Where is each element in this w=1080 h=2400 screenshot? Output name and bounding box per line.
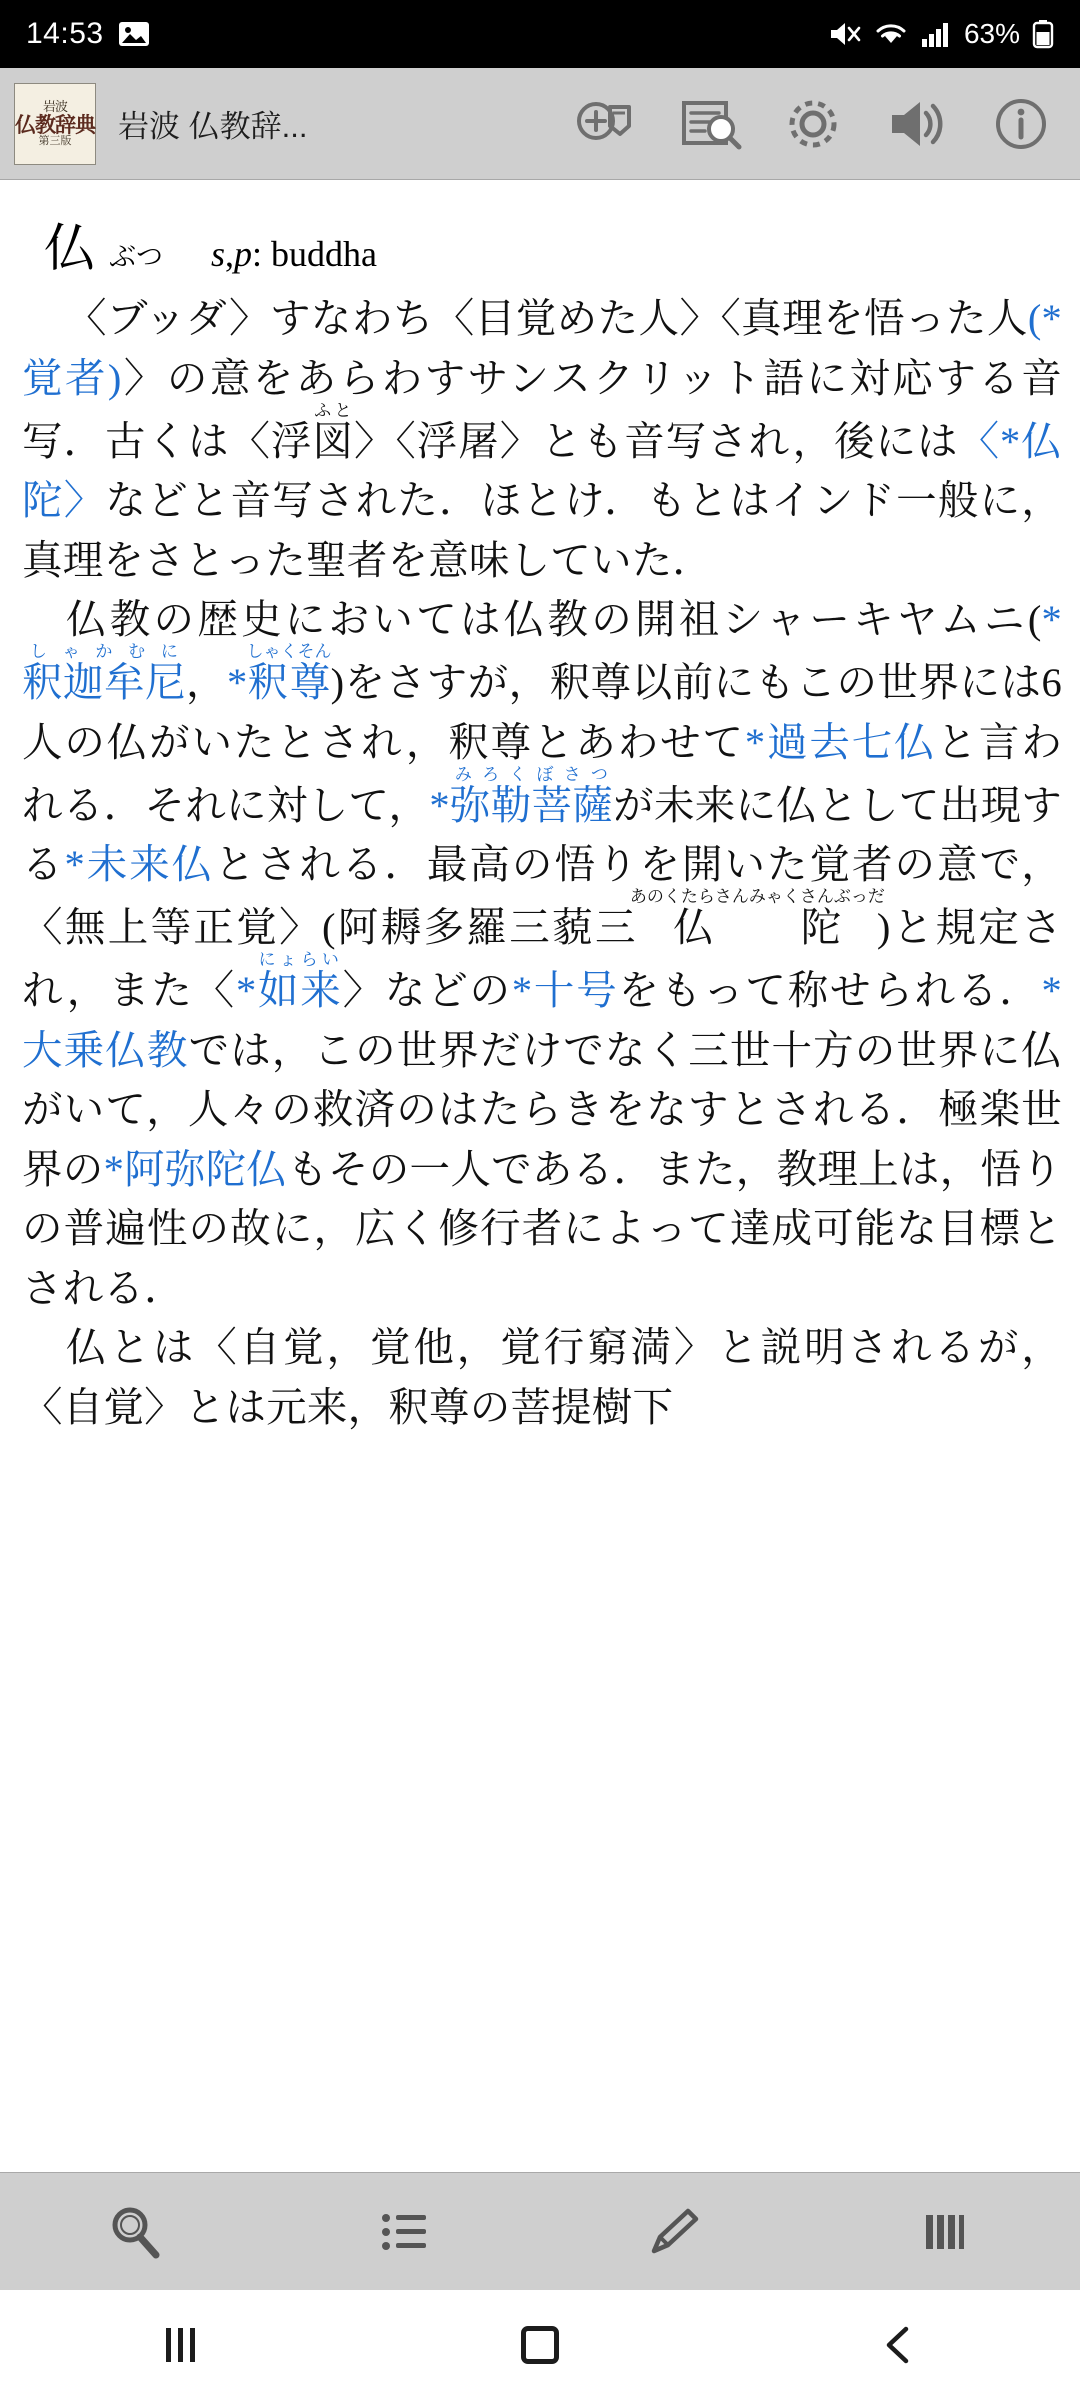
columns-icon[interactable] [885,2182,1005,2282]
link-miraibutsu[interactable]: *未来仏 [64,842,215,888]
add-bookmark-icon[interactable] [572,91,638,157]
title-bar-actions [572,91,1062,157]
battery-percent: 63% [963,18,1020,49]
link-nyorai[interactable]: *如来にょらい [235,950,343,1014]
link-kakusha[interactable]: (*覚者) [22,296,1062,401]
entry-header [22,206,1062,281]
search-icon[interactable] [75,2182,195,2282]
bookmark-pen-icon[interactable] [615,2182,735,2282]
entry-paragraph-1: 〈ブッダ〉すなわち〈目覚めた人〉〈真理を悟った人(*覚者)〉の意をあらわすサンスクリット語に対応する音写．古くは〈浮図ふと〉〈浮屠〉とも音写され，後には〈*仏陀〉などと音写された．ほとけ．もとはインド一般に，真理をさとった聖者を意味していた． [22,296,1063,583]
status-bar-right [828,18,1054,50]
dictionary-cover-thumbnail[interactable] [14,83,96,165]
cover-line-2: 仏教辞典 [15,112,95,137]
signal-icon [920,19,950,49]
entry-reading: ぶつ [109,242,164,272]
search-in-text-icon[interactable] [676,91,742,157]
cover-line-1: 岩波 [42,98,67,114]
status-bar [0,0,1080,68]
battery-icon [1032,19,1054,49]
back-icon[interactable] [825,2300,975,2390]
status-clock: 14:53 [26,17,104,50]
entry-headword: 仏 [44,221,98,278]
wifi-icon [874,19,908,49]
index-list-icon[interactable] [345,2182,465,2282]
info-icon[interactable] [988,91,1054,157]
link-butsuda[interactable]: 〈*仏陀〉 [22,418,1062,524]
dictionary-title[interactable]: 岩波 仏教辞... [118,109,308,144]
mute-icon [828,19,862,49]
link-shakuson[interactable]: *釈尊しゃくそん [226,642,332,706]
link-kakoshichibutsu[interactable]: *過去七仏 [744,719,937,765]
home-icon[interactable] [465,2300,615,2390]
content-clip [0,2160,1080,2172]
dictionary-entry-content[interactable] [0,180,1080,2172]
settings-gear-icon[interactable] [780,91,846,157]
link-mirokubosatsu[interactable]: *弥勒菩薩みろくぼさつ [429,764,614,828]
entry-script: s,p: buddha [211,234,378,274]
bottom-toolbar [0,2172,1080,2290]
app-title-bar [0,68,1080,180]
link-amidabutsu[interactable]: *阿弥陀仏 [103,1146,288,1192]
link-shakamuni[interactable]: *釈迦牟尼しゃかむに [22,597,1062,706]
entry-paragraph-3: 仏とは〈自覚，覚他，覚行窮満〉と説明されるが，〈自覚〉とは元来，釈尊の菩提樹下 [22,1325,1062,1430]
status-bar-left [26,17,150,51]
entry-body [22,289,1062,1437]
photo-icon [118,19,150,49]
android-navigation-bar [0,2290,1080,2400]
entry-paragraph-2: 仏教の歴史においては仏教の開祖シャーキヤムニ(*釈迦牟尼しゃかむに，*釈尊しゃくそん)をさすが，釈尊以前にもこの世界には6人の仏がいたとされ，釈尊とあわせて*過去七仏と言われる．それに対して，*弥勒菩薩みろくぼさつが未来に仏として出現する*未来仏とされる．最高の悟りを開いた覚者の意で，〈無上等正覚〉(阿耨多羅三藐三仏陀あのくたらさんみゃくさんぶっだ)と規定され，また〈*如来にょらい〉などの*十号をもって称せられる．*大乗仏教では，この世界だけでなく三世十方の世界に仏がいて，人々の救済のはたらきをなすとされる．極楽世界の*阿弥陀仏もその一人である．また，教理上は，悟りの普遍性の故に，広く修行者によって達成可能な目標とされる． [22,597,1062,1311]
cover-line-3: 第三版 [38,134,72,147]
link-jugo[interactable]: *十号 [511,968,619,1014]
recents-icon[interactable] [105,2300,255,2390]
link-daijobukkyo[interactable]: *大乗仏教 [22,968,1062,1073]
speaker-icon[interactable] [884,91,950,157]
